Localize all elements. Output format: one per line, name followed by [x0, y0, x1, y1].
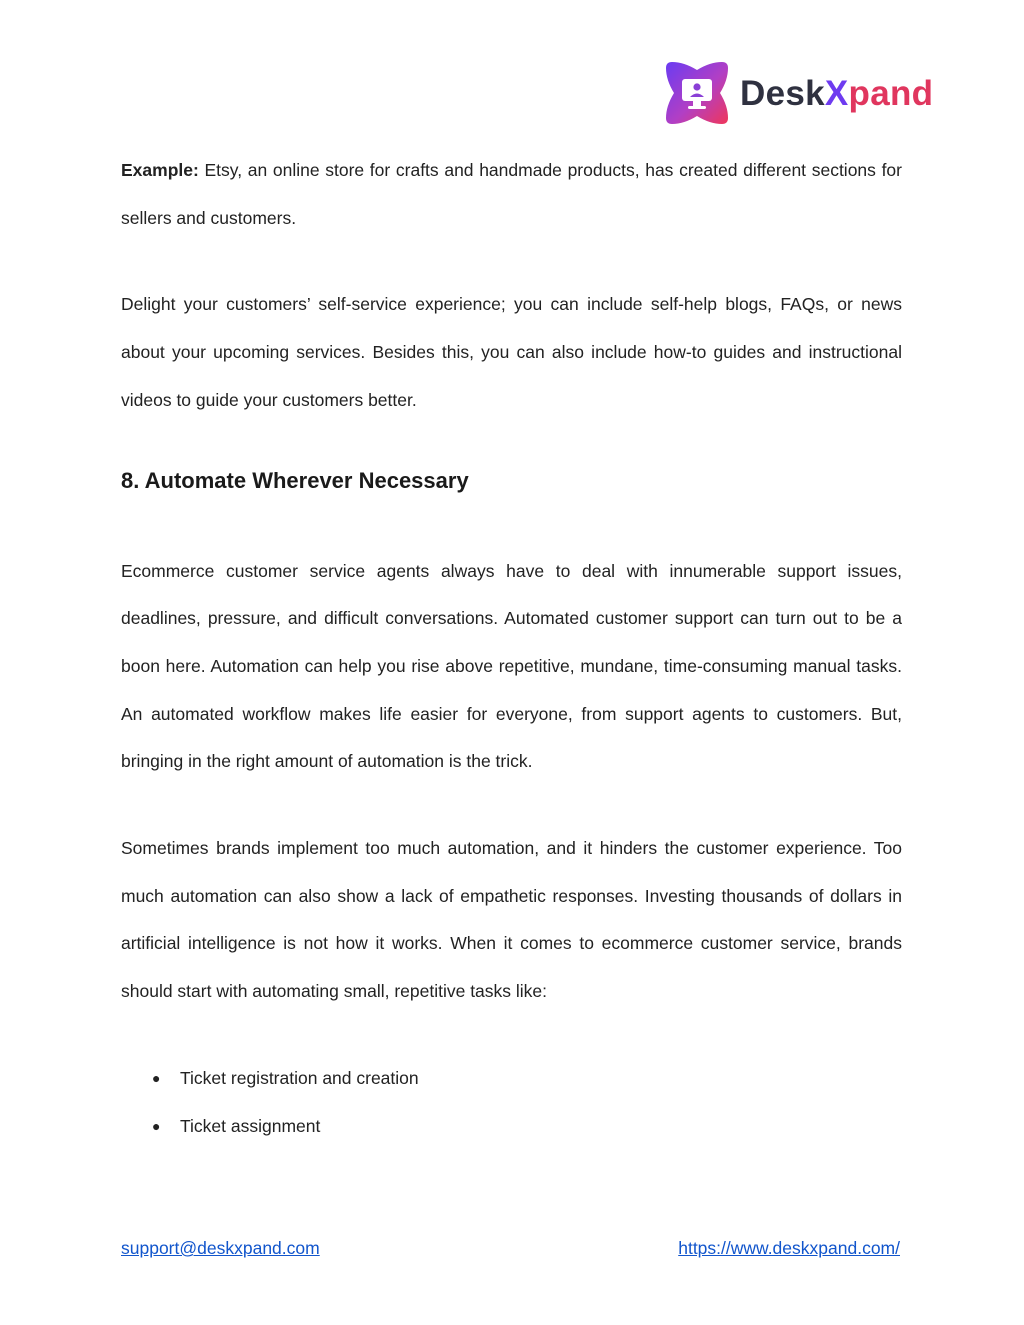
logo-text-pand: pand	[848, 73, 934, 113]
deskxpand-logo	[664, 60, 933, 126]
paragraph-too-much-automation: Sometimes brands implement too much automation, and it hinders the customer experience. Too much automation can also show a lack of empathetic responses. Investing thousands of dollars in artificial intelligence is not how it works. When it comes to ecommerce customer service, brands should start with automating small, repetitive tasks like:	[121, 838, 902, 1002]
example-text: Etsy, an online store for crafts and handmade products, has created different sections for sellers and customers.	[121, 160, 902, 228]
example-label: Example:	[121, 160, 199, 180]
section-heading: 8. Automate Wherever Necessary	[121, 467, 469, 493]
list-item: ● Ticket assignment	[152, 1103, 902, 1151]
document-body	[121, 147, 902, 1150]
logo-wordmark	[740, 73, 934, 113]
website-link[interactable]: https://www.deskxpand.com/	[678, 1238, 900, 1258]
paragraph-example	[121, 147, 902, 242]
logo-text-desk: Desk	[740, 73, 825, 113]
list-item: ● Ticket registration and creation	[152, 1055, 902, 1103]
logo-text-x: X	[824, 73, 849, 113]
paragraph-automation: Ecommerce customer service agents always have to deal with innumerable support issues, deadlines, pressure, and difficult conversations. Automated customer support can turn out to be a boon here. Automation can help you rise above repetitive, mundane, time-consuming manual tasks. An automated workflow makes life easier for everyone, from support agents to customers. But, bringing in the right amount of automation is the trick.	[121, 560, 902, 772]
paragraph-self-service: Delight your customers’ self-service experience; you can include self-help blogs, FAQs, or news about your upcoming services. Besides this, you can also include how-to guides and instructional videos to guide your customers better.	[121, 294, 902, 410]
task-list	[121, 1055, 902, 1150]
monitor-person-icon	[664, 60, 730, 126]
support-email-link[interactable]: support@deskxpand.com	[121, 1238, 320, 1258]
